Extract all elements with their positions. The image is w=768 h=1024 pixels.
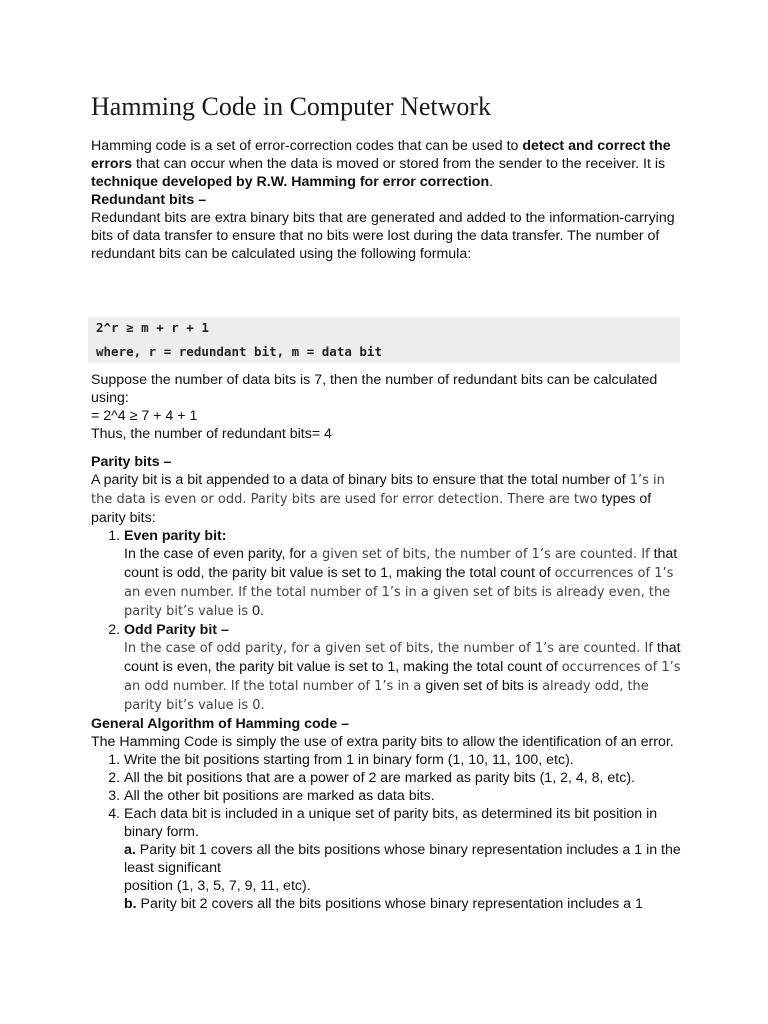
parity-heading-text: Parity bits – bbox=[91, 454, 172, 470]
list-item: 1. Write the bit positions starting from 1 in binary form (1, 10, 11, 100, etc). bbox=[124, 751, 681, 769]
list-item: 3. All the other bit positions are marked as data bits. bbox=[124, 787, 681, 805]
redundant-heading bbox=[91, 191, 681, 209]
page-title: Hamming Code in Computer Network bbox=[91, 92, 492, 121]
intro-text-3: . bbox=[489, 174, 494, 190]
list-item-text: occurrences of 1’s an even number. If the total number of 1’s in a given set of bits is already even, the parity bit’s value is bbox=[124, 566, 674, 619]
spacer bbox=[91, 363, 681, 371]
list-item-text: given set of bits is bbox=[421, 678, 543, 694]
formula-code-block bbox=[88, 317, 680, 363]
sub-item-text: Parity bit 1 covers all the bits positions whose binary representation includes a 1 in the least significant bbox=[124, 842, 681, 876]
parity-text-a: A parity bit is a bit appended to a data of binary bits to ensure that the total number of bbox=[91, 472, 630, 488]
parity-heading bbox=[91, 453, 681, 471]
list-item-text: already odd, the parity bit’s value is 0. bbox=[124, 679, 649, 713]
list-item: 2. All the bit positions that are a power of 2 are marked as parity bits (1, 2, 4, 8, etc). bbox=[124, 769, 681, 787]
parity-text-c: types of parity bits: bbox=[91, 491, 652, 526]
algorithm-steps-list bbox=[91, 751, 681, 913]
document-content bbox=[91, 90, 681, 913]
parity-types-list bbox=[91, 527, 681, 715]
redundant-paragraph: Redundant bits are extra binary bits that are generated and added to the information-carrying bits of data transfer to ensure that no bits were lost during the data transfer. The number of redundant bits can be calculated using the following formula: bbox=[91, 210, 675, 262]
list-item-text: that count is even, the parity bit value is set to 1, making the total count of bbox=[124, 640, 681, 675]
list-item bbox=[124, 805, 681, 913]
algorithm-heading bbox=[91, 715, 681, 733]
parity-text-b: 1’s in the data is even or odd. Parity bits are used for error detection. There are two bbox=[91, 473, 665, 507]
algorithm-heading-text: General Algorithm of Hamming code – bbox=[91, 716, 350, 732]
list-item-title: Odd Parity bit – bbox=[124, 622, 229, 638]
sub-item-text: position (1, 3, 5, 7, 9, 11, etc). bbox=[124, 878, 311, 894]
example-line-2: = 2^4 ≥ 7 + 4 + 1 bbox=[91, 408, 198, 424]
list-item-text: 0. bbox=[248, 603, 264, 619]
intro-text-2: that can occur when the data is moved or stored from the sender to the receiver. It is bbox=[132, 156, 666, 172]
list-item-text: a given set of bits, the number of 1’s are counted. If bbox=[309, 547, 650, 562]
list-item-text: occurrences of 1’s an odd number. If the total number of 1’s in a bbox=[124, 660, 681, 694]
list-item bbox=[124, 527, 681, 621]
sub-item-label: b. bbox=[124, 896, 137, 912]
intro-bold-2: technique developed by R.W. Hamming for error correction bbox=[91, 174, 490, 190]
spacer bbox=[91, 263, 681, 317]
formula-line-1: 2^r ≥ m + r + 1 bbox=[96, 320, 209, 335]
redundant-heading-text: Redundant bits – bbox=[91, 192, 207, 208]
example-line-1: Suppose the number of data bits is 7, then the number of redundant bits can be calculated using: bbox=[91, 372, 658, 406]
list-item bbox=[124, 621, 681, 715]
intro-text-1: Hamming code is a set of error-correction codes that can be used to bbox=[91, 138, 523, 154]
sub-item-text: Parity bit 2 covers all the bits positions whose binary representation includes a 1 bbox=[136, 896, 643, 912]
list-item-text: Each data bit is included in a unique set of parity bits, as determined its bit position in binary form. bbox=[124, 806, 658, 840]
example-line-3: Thus, the number of redundant bits= 4 bbox=[91, 426, 332, 442]
intro-paragraph bbox=[91, 137, 681, 191]
algorithm-paragraph: The Hamming Code is simply the use of extra parity bits to allow the identification of an error. bbox=[91, 734, 674, 750]
list-item-text: that count is odd, the parity bit value is set to 1, making the total count of bbox=[124, 546, 678, 581]
list-item-text: In the case of even parity, for bbox=[124, 546, 310, 562]
spacer bbox=[91, 443, 681, 453]
intro-bold-1: detect and correct the errors bbox=[91, 138, 671, 172]
list-item-text: In the case of odd parity, for a given set of bits, the number of 1’s are counted. If bbox=[124, 641, 653, 656]
parity-paragraph bbox=[91, 471, 681, 527]
sub-item-label: a. bbox=[124, 842, 136, 858]
formula-line-2: where, r = redundant bit, m = data bit bbox=[96, 344, 382, 359]
list-item-title: Even parity bit: bbox=[124, 528, 227, 544]
